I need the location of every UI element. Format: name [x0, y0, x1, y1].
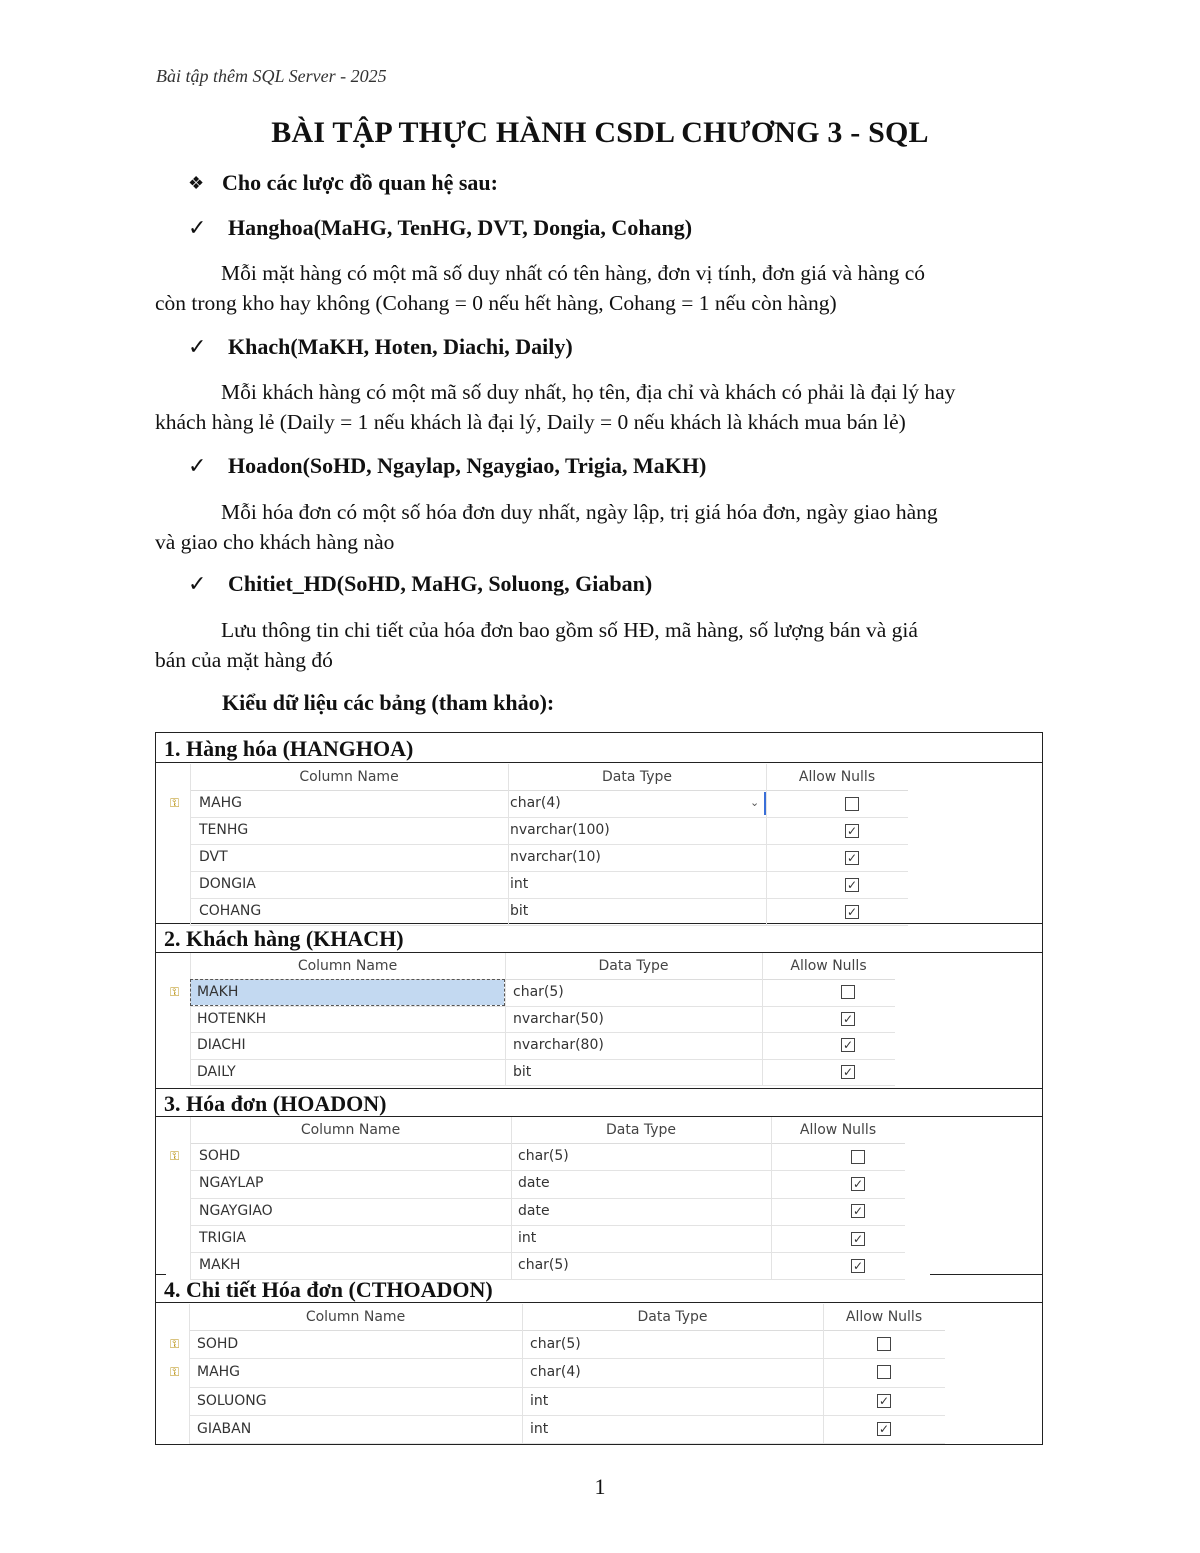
document-title: BÀI TẬP THỰC HÀNH CSDL CHƯƠNG 3 - SQL — [271, 116, 929, 149]
data-type-cell[interactable]: nvarchar(50) — [513, 1010, 604, 1027]
data-type-cell[interactable]: char(5) — [518, 1148, 569, 1164]
desc-line: còn trong kho hay không (Cohang = 0 nếu hết hàng, Cohang = 1 nếu còn hàng) — [155, 291, 837, 315]
data-type-cell[interactable]: int — [530, 1392, 549, 1409]
allow-nulls-checkbox[interactable] — [877, 1337, 891, 1351]
column-grid-khach — [158, 953, 1042, 1085]
column-header[interactable]: Allow Nulls — [799, 1122, 877, 1138]
column-header[interactable]: Column Name — [299, 769, 399, 785]
column-name-cell[interactable]: MAKH — [197, 984, 239, 1000]
allow-nulls-checkbox[interactable] — [845, 797, 859, 811]
intro-text: Cho các lược đồ quan hệ sau: — [222, 170, 498, 195]
schema-name: Hanghoa(MaHG, TenHG, DVT, Dongia, Cohang) — [228, 215, 693, 240]
primary-key-icon: ⚿ — [170, 985, 180, 999]
column-name-cell[interactable]: COHANG — [199, 903, 262, 919]
allow-nulls-checkbox-checked[interactable]: ✓ — [846, 850, 858, 865]
schema-description — [155, 377, 1050, 437]
schema-description — [155, 497, 1050, 557]
checkmark-bullet-icon: ✓ — [188, 334, 207, 359]
column-header[interactable]: Column Name — [300, 1122, 401, 1138]
column-header[interactable]: Allow Nulls — [845, 1309, 923, 1325]
column-name-cell[interactable]: DIACHI — [197, 1037, 246, 1053]
column-header[interactable]: Column Name — [305, 1309, 406, 1325]
desc-line: khách hàng lẻ (Daily = 1 nếu khách là đại lý, Daily = 0 nếu khách là khách mua bán lẻ) — [155, 410, 906, 434]
intro-line — [188, 170, 498, 196]
data-type-cell[interactable]: int — [510, 876, 529, 892]
table-title: 2. Khách hàng (KHACH) — [164, 926, 404, 951]
column-header[interactable]: Data Type — [598, 958, 669, 974]
schema-chitiet-hd — [188, 571, 652, 597]
schema-name: Khach(MaKH, Hoten, Diachi, Daily) — [228, 334, 573, 359]
data-type-cell[interactable]: char(5) — [513, 984, 564, 1000]
table-row[interactable] — [190, 871, 908, 899]
allow-nulls-checkbox-checked[interactable]: ✓ — [842, 1064, 854, 1079]
data-type-cell[interactable]: bit — [513, 1063, 532, 1080]
primary-key-icon: ⚿ — [170, 796, 180, 810]
schema-name: Chitiet_HD(SoHD, MaHG, Soluong, Giaban) — [228, 571, 653, 596]
allow-nulls-checkbox-checked[interactable]: ✓ — [842, 1011, 854, 1026]
schema-description — [155, 615, 1050, 675]
page-number: 1 — [594, 1474, 606, 1499]
column-name-cell[interactable]: TRIGIA — [199, 1229, 246, 1246]
table-row[interactable] — [189, 1387, 945, 1416]
schema-name: Hoadon(SoHD, Ngaylap, Ngaygiao, Trigia, MaKH) — [228, 453, 707, 478]
primary-key-icon: ⚿ — [170, 1365, 180, 1380]
allow-nulls-checkbox-checked[interactable]: ✓ — [846, 823, 858, 838]
allow-nulls-checkbox-checked[interactable]: ✓ — [878, 1422, 890, 1437]
column-header[interactable]: Column Name — [297, 958, 398, 974]
column-name-cell[interactable]: SOHD — [197, 1336, 239, 1352]
schema-description — [155, 258, 1050, 318]
data-type-cell[interactable]: date — [518, 1202, 550, 1219]
desc-line: Mỗi mặt hàng có một mã số duy nhất có tên hàng, đơn vị tính, đơn giá và hàng có — [221, 261, 926, 285]
column-name-cell[interactable]: HOTENKH — [197, 1010, 267, 1027]
data-type-cell[interactable]: bit — [510, 903, 529, 919]
data-type-cell[interactable]: nvarchar(80) — [513, 1037, 604, 1053]
page-header: Bài tập thêm SQL Server - 2025 — [156, 66, 387, 86]
data-type-cell[interactable]: int — [530, 1420, 549, 1437]
data-type-cell[interactable]: nvarchar(100) — [510, 822, 610, 838]
column-name-cell[interactable]: DAILY — [197, 1063, 236, 1080]
desc-line: Lưu thông tin chi tiết của hóa đơn bao gồm số HĐ, mã hàng, số lượng bán và giá — [221, 618, 918, 642]
schema-hoadon — [188, 453, 706, 479]
dropdown-arrow-icon[interactable]: ⌄ — [750, 796, 760, 809]
allow-nulls-checkbox-checked[interactable]: ✓ — [852, 1258, 864, 1273]
column-grid-hanghoa — [158, 764, 1042, 925]
data-type-cell[interactable]: char(4) — [530, 1364, 581, 1381]
section-divider — [156, 1302, 1042, 1303]
data-type-cell[interactable]: char(5) — [518, 1257, 569, 1274]
allow-nulls-checkbox-checked[interactable]: ✓ — [846, 877, 858, 892]
data-type-cell[interactable]: char(5) — [530, 1336, 581, 1352]
column-header[interactable]: Allow Nulls — [790, 958, 867, 974]
column-name-cell[interactable]: NGAYGIAO — [199, 1202, 273, 1219]
table-row[interactable] — [189, 1415, 945, 1444]
table-row[interactable] — [190, 898, 908, 926]
column-header[interactable]: Data Type — [605, 1122, 677, 1138]
column-name-cell[interactable]: GIABAN — [197, 1420, 252, 1437]
schema-hanghoa — [188, 215, 692, 241]
column-name-cell[interactable]: SOHD — [199, 1148, 241, 1164]
allow-nulls-checkbox[interactable] — [877, 1365, 891, 1379]
data-type-cell[interactable]: char(4) — [510, 795, 561, 811]
column-grid-cthoadon — [158, 1304, 1042, 1443]
data-type-cell[interactable]: nvarchar(10) — [510, 849, 601, 865]
section-divider — [156, 1088, 1042, 1089]
column-grid-hoadon — [158, 1117, 1042, 1280]
data-type-cell[interactable]: date — [518, 1175, 550, 1192]
data-type-cell[interactable]: int — [518, 1229, 537, 1246]
column-name-cell[interactable]: MAKH — [199, 1257, 241, 1274]
desc-line: và giao cho khách hàng nào — [155, 530, 395, 554]
column-name-cell[interactable]: TENHG — [199, 822, 249, 838]
allow-nulls-checkbox[interactable] — [851, 1150, 865, 1164]
section-divider — [156, 762, 1042, 763]
table-title: 3. Hóa đơn (HOADON) — [164, 1091, 387, 1116]
desc-line: bán của mặt hàng đó — [155, 648, 333, 672]
edit-caret — [764, 792, 766, 815]
types-heading: Kiểu dữ liệu các bảng (tham khảo): — [222, 690, 555, 715]
column-header[interactable]: Data Type — [601, 769, 673, 785]
allow-nulls-checkbox-checked[interactable]: ✓ — [852, 1204, 864, 1219]
diamond-bullet-icon: ❖ — [188, 172, 205, 193]
allow-nulls-checkbox-checked[interactable]: ✓ — [878, 1393, 890, 1408]
allow-nulls-checkbox-checked[interactable]: ✓ — [852, 1231, 864, 1246]
table-row[interactable] — [190, 1059, 895, 1087]
allow-nulls-checkbox-checked[interactable]: ✓ — [852, 1176, 864, 1191]
column-name-cell[interactable]: DONGIA — [199, 876, 256, 892]
column-name-cell[interactable]: SOLUONG — [197, 1392, 267, 1409]
column-name-cell[interactable]: DVT — [199, 849, 228, 865]
allow-nulls-checkbox[interactable] — [841, 985, 855, 999]
column-name-cell[interactable]: MAHG — [197, 1364, 241, 1381]
desc-line: Mỗi hóa đơn có một số hóa đơn duy nhất, ngày lập, trị giá hóa đơn, ngày giao hàng — [221, 500, 938, 524]
allow-nulls-checkbox-checked[interactable]: ✓ — [842, 1038, 854, 1053]
checkmark-bullet-icon: ✓ — [188, 571, 207, 596]
checkmark-bullet-icon: ✓ — [188, 453, 207, 478]
column-name-cell[interactable]: MAHG — [199, 795, 243, 811]
allow-nulls-checkbox-checked[interactable]: ✓ — [846, 904, 858, 919]
primary-key-icon: ⚿ — [170, 1149, 180, 1163]
column-header[interactable]: Allow Nulls — [798, 769, 876, 785]
column-header[interactable]: Data Type — [637, 1309, 708, 1325]
table-row[interactable] — [190, 1225, 905, 1253]
column-name-cell[interactable]: NGAYLAP — [199, 1175, 264, 1192]
table-title: 1. Hàng hóa (HANGHOA) — [164, 736, 414, 761]
schema-khach — [188, 334, 573, 360]
primary-key-icon: ⚿ — [170, 1337, 180, 1351]
table-title: 4. Chi tiết Hóa đơn (CTHOADON) — [164, 1277, 493, 1302]
desc-line: Mỗi khách hàng có một mã số duy nhất, họ tên, địa chỉ và khách có phải là đại lý hay — [221, 380, 956, 404]
checkmark-bullet-icon: ✓ — [188, 215, 207, 240]
